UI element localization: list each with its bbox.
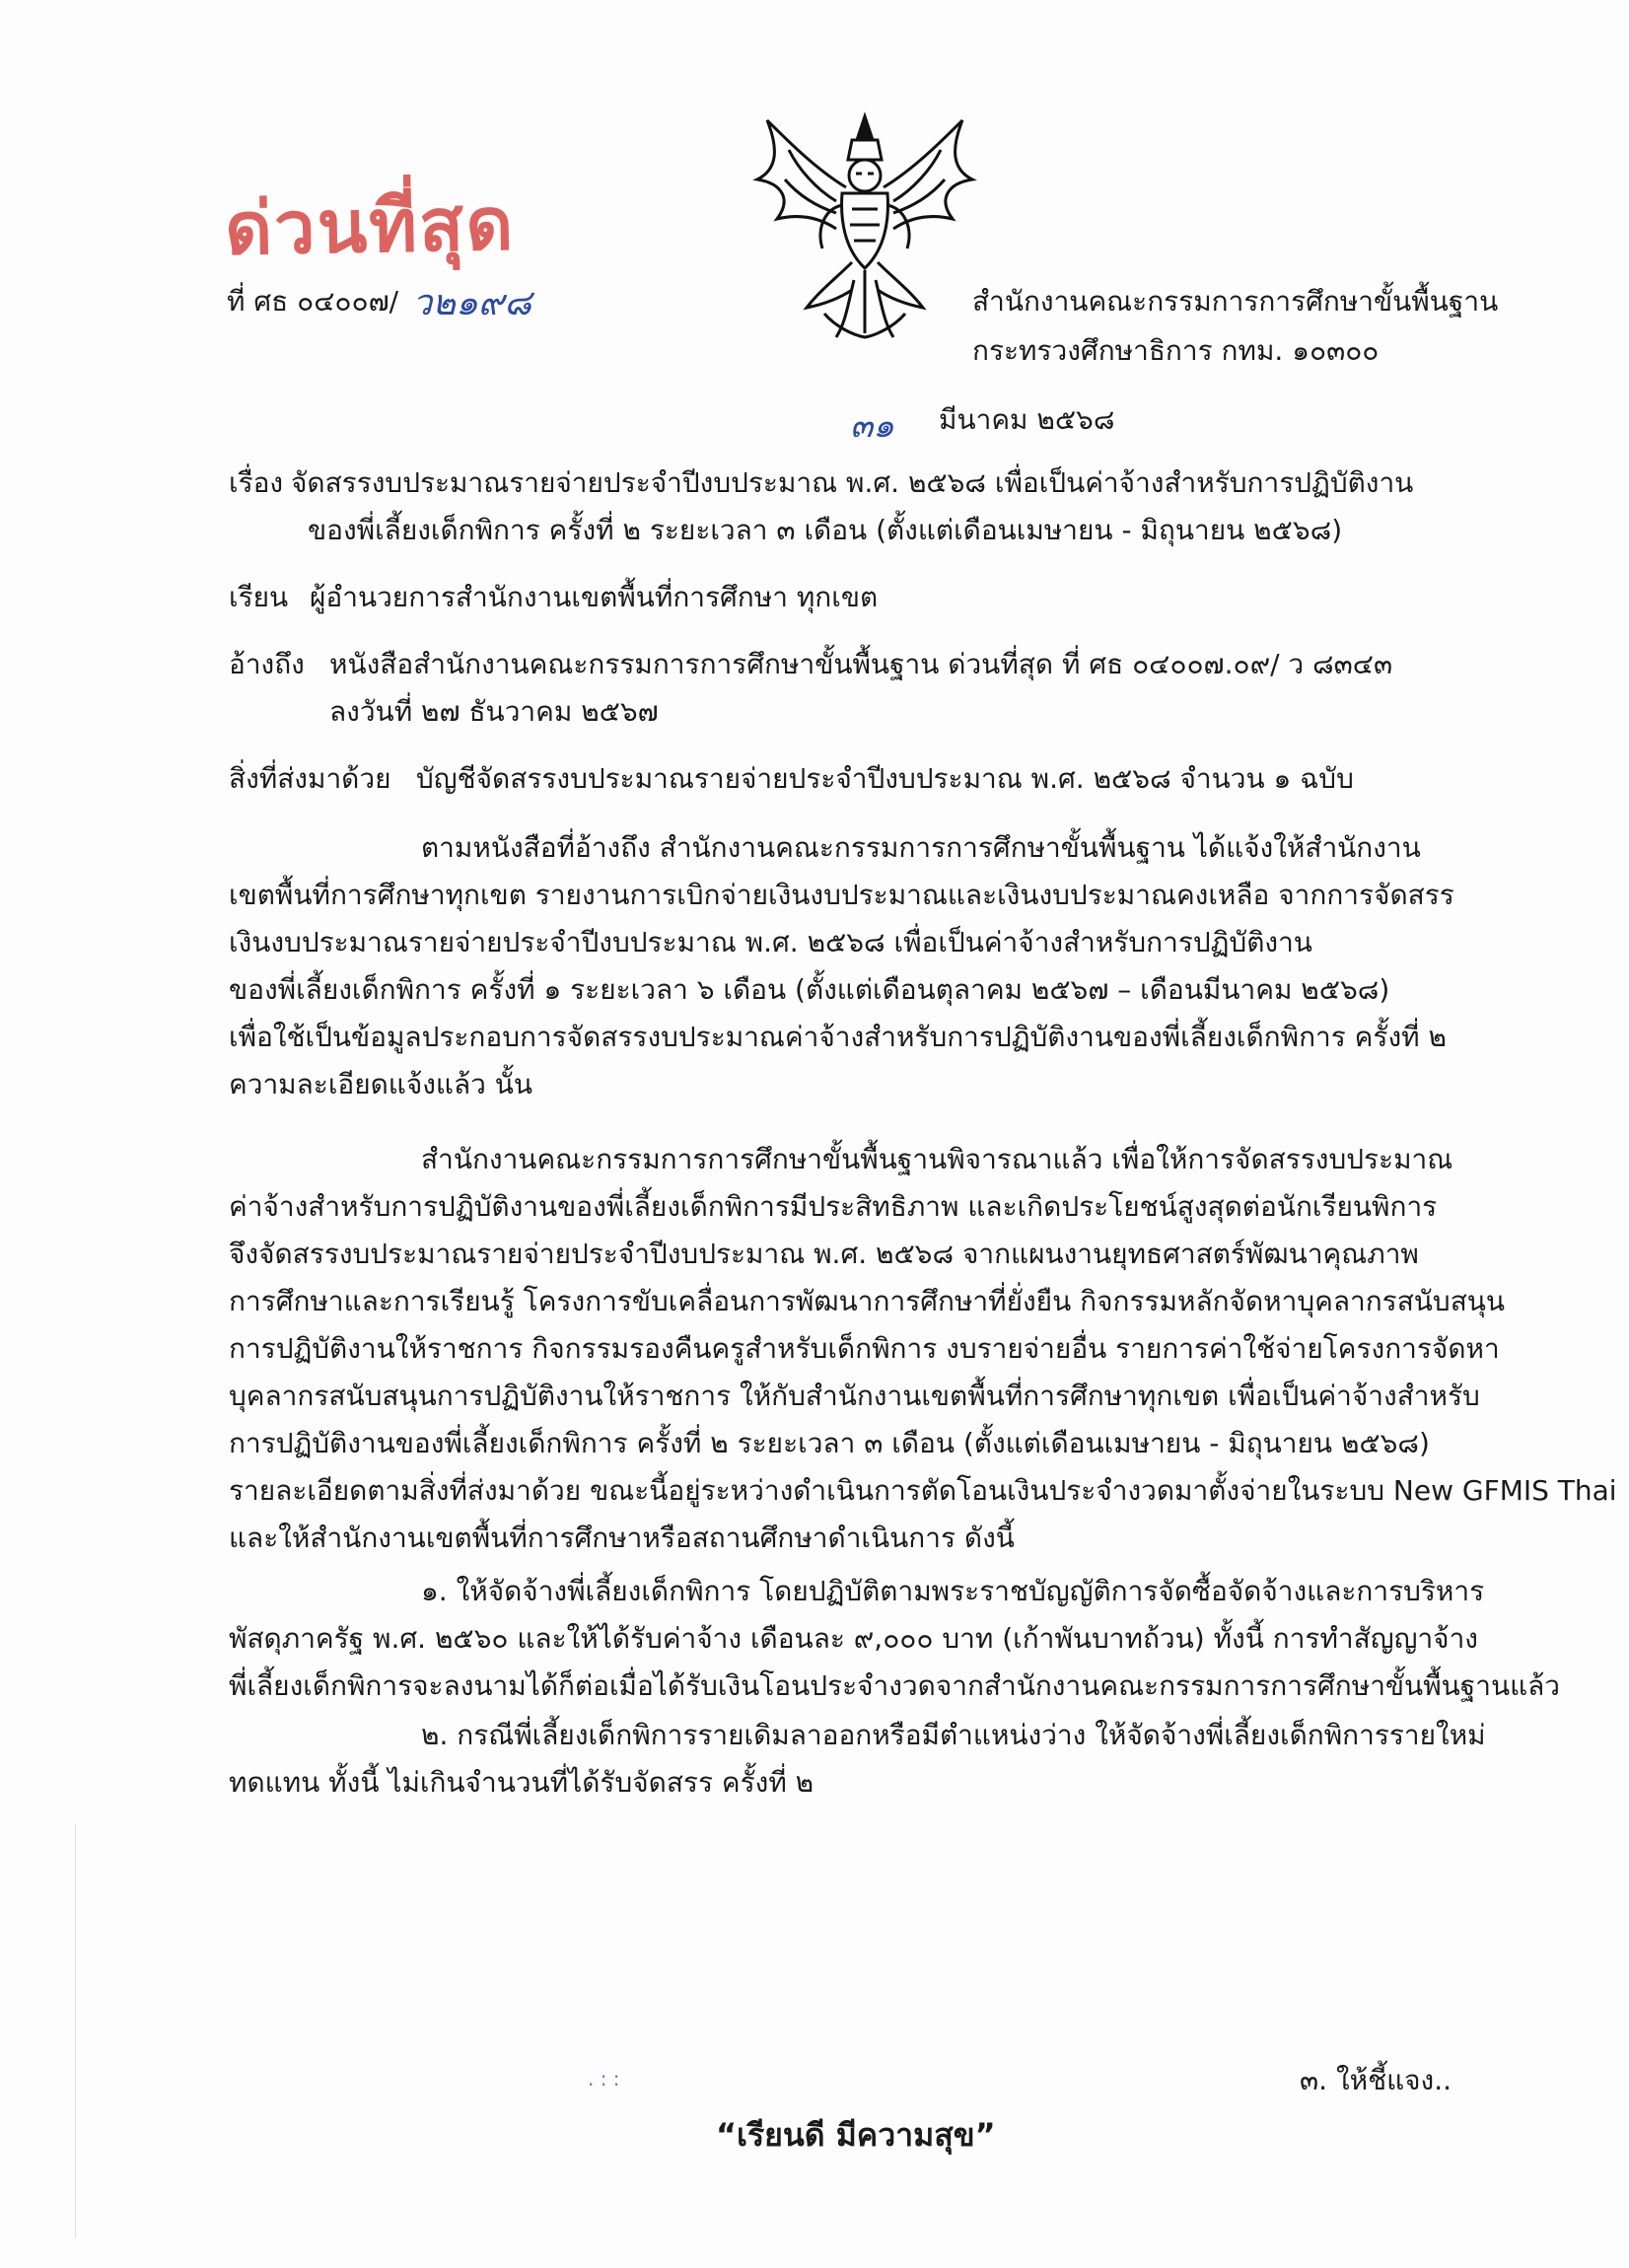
paragraph-line: พัสดุภาครัฐ พ.ศ. ๒๕๖๐ และให้ได้รับค่าจ้าง เดือนละ ๙,๐๐๐ บาท (เก้าพันบาทถ้วน) ทั้งนี้ การทำสัญญาจ้าง — [229, 1622, 1478, 1655]
enclosure-text: บัญชีจัดสรรงบประมาณรายจ่ายประจำปีงบประมาณ พ.ศ. ๒๕๖๘ จำนวน ๑ ฉบับ — [416, 762, 1354, 795]
org-address-line-2: กระทรวงศึกษาธิการ กทม. ๑๐๓๐๐ — [972, 334, 1380, 367]
instruction-item-1 — [229, 1568, 1561, 1710]
closing-motto: “เรียนดี มีความสุข” — [716, 2116, 996, 2154]
paragraph-line: ค่าจ้างสำหรับการปฏิบัติงานของพี่เลี้ยงเด็กพิการมีประสิทธิภาพ และเกิดประโยชน์สูงสุดต่อนักเรียนพิการ — [229, 1190, 1438, 1223]
paragraph-line: พี่เลี้ยงเด็กพิการจะลงนามได้ก็ต่อเมื่อได้รับเงินโอนประจำงวดจากสำนักงานคณะกรรมการการศึกษาขั้นพื้นฐานแล้ว — [229, 1669, 1561, 1702]
reference-line-1: หนังสือสำนักงานคณะกรรมการการศึกษาขั้นพื้นฐาน ด่วนที่สุด ที่ ศธ ๐๔๐๐๗.๐๙/ ว ๘๓๔๓ — [329, 648, 1393, 680]
paragraph-line: การศึกษาและการเรียนรู้ โครงการขับเคลื่อนการพัฒนาการศึกษาที่ยั่งยืน กิจกรรมหลักจัดหาบุคลากรสนับสนุน — [229, 1285, 1506, 1317]
paragraph-line: สำนักงานคณะกรรมการการศึกษาขั้นพื้นฐานพิจารณาแล้ว เพื่อให้การจัดสรรงบประมาณ — [421, 1143, 1453, 1175]
urgency-stamp: ด่วนที่สุด — [224, 181, 516, 272]
body-paragraph-2 — [229, 1136, 1617, 1562]
paragraph-line: ตามหนังสือที่อ้างถึง สำนักงานคณะกรรมการการศึกษาขั้นพื้นฐาน ได้แจ้งให้สำนักงาน — [421, 831, 1421, 864]
paragraph-line: เพื่อใช้เป็นข้อมูลประกอบการจัดสรรงบประมาณค่าจ้างสำหรับการปฏิบัติงานของพี่เลี้ยงเด็กพิการ ครั้งที่ ๒ — [229, 1021, 1447, 1053]
paragraph-line: ความละเอียดแจ้งแล้ว นั้น — [229, 1068, 533, 1100]
document-number-label: ที่ ศธ ๐๔๐๐๗/ — [227, 285, 399, 318]
instruction-item-2 — [229, 1712, 1486, 1807]
org-name-line-1: สำนักงานคณะกรรมการการศึกษาขั้นพื้นฐาน — [972, 285, 1499, 318]
reference-label: อ้างถึง — [229, 648, 305, 680]
reference-line-2: ลงวันที่ ๒๗ ธันวาคม ๒๕๖๗ — [329, 695, 659, 728]
subject-label: เรื่อง — [229, 466, 284, 499]
enclosure-label: สิ่งที่ส่งมาด้วย — [229, 762, 391, 795]
paragraph-line: ของพี่เลี้ยงเด็กพิการ ครั้งที่ ๑ ระยะเวลา ๖ เดือน (ตั้งแต่เดือนตุลาคม ๒๕๖๗ – เดือนมีนาคม ๒๕๖๘) — [229, 973, 1390, 1006]
date-day-handwritten: ๓๑ — [850, 406, 894, 446]
paragraph-line: เงินงบประมาณรายจ่ายประจำปีงบประมาณ พ.ศ. ๒๕๖๘ เพื่อเป็นค่าจ้างสำหรับการปฏิบัติงาน — [229, 926, 1312, 958]
paragraph-line: และให้สำนักงานเขตพื้นที่การศึกษาหรือสถานศึกษาดำเนินการ ดังนี้ — [229, 1522, 1015, 1554]
date-month-year: มีนาคม ๒๕๖๘ — [939, 403, 1115, 436]
paragraph-line: จึงจัดสรรงบประมาณรายจ่ายประจำปีงบประมาณ พ.ศ. ๒๕๖๘ จากแผนงานยุทธศาสตร์พัฒนาคุณภาพ — [229, 1238, 1419, 1270]
subject-line-1: จัดสรรงบประมาณรายจ่ายประจำปีงบประมาณ พ.ศ. ๒๕๖๘ เพื่อเป็นค่าจ้างสำหรับการปฏิบัติงาน — [291, 466, 1414, 499]
paragraph-line: รายละเอียดตามสิ่งที่ส่งมาด้วย ขณะนี้อยู่ระหว่างดำเนินการตัดโอนเงินประจำงวดมาตั้งจ่ายในระบบ New GFMIS Thai — [229, 1474, 1617, 1507]
paragraph-line: การปฏิบัติงานให้ราชการ กิจกรรมรองคืนครูสำหรับเด็กพิการ งบรายจ่ายอื่น รายการค่าใช้จ่ายโครงการจัดหา — [229, 1332, 1500, 1365]
paragraph-line: ๑. ให้จัดจ้างพี่เลี้ยงเด็กพิการ โดยปฏิบัติตามพระราชบัญญัติการจัดซื้อจัดจ้างและการบริหาร — [421, 1575, 1485, 1607]
paragraph-line: การปฏิบัติงานของพี่เลี้ยงเด็กพิการ ครั้งที่ ๒ ระยะเวลา ๓ เดือน (ตั้งแต่เดือนเมษายน - มิถุนายน ๒๕๖๘) — [229, 1427, 1430, 1459]
scan-edge-line — [75, 1824, 76, 2238]
paragraph-line: ๒. กรณีพี่เลี้ยงเด็กพิการรายเดิมลาออกหรือมีตำแหน่งว่าง ให้จัดจ้างพี่เลี้ยงเด็กพิการรายใหม่ — [421, 1719, 1486, 1751]
continued-next-page: ๓. ให้ชี้แจง.. — [1300, 2064, 1452, 2096]
subject-line-2: ของพี่เลี้ยงเด็กพิการ ครั้งที่ ๒ ระยะเวลา ๓ เดือน (ตั้งแต่เดือนเมษายน - มิถุนายน ๒๕๖๘) — [308, 514, 1343, 546]
addressee-label: เรียน — [229, 581, 289, 613]
body-paragraph-1 — [229, 824, 1477, 1108]
document-number-handwritten: ว๒๑๙๘ — [412, 283, 531, 323]
paragraph-line: บุคลากรสนับสนุนการปฏิบัติงานให้ราชการ ให้กับสำนักงานเขตพื้นที่การศึกษาทุกเขต เพื่อเป็นค่าจ้างสำหรับ — [229, 1380, 1480, 1412]
paragraph-line: ทดแทน ทั้งนี้ ไม่เกินจำนวนที่ได้รับจัดสรร ครั้งที่ ๒ — [229, 1766, 814, 1799]
paragraph-line: เขตพื้นที่การศึกษาทุกเขต รายงานการเบิกจ่ายเงินงบประมาณและเงินงบประมาณคงเหลือ จากการจัดสรร — [229, 879, 1454, 911]
scan-specks: . : : — [588, 2067, 620, 2091]
addressee-text: ผู้อำนวยการสำนักงานเขตพื้นที่การศึกษา ทุกเขต — [310, 581, 879, 613]
garuda-emblem-icon — [738, 110, 992, 343]
